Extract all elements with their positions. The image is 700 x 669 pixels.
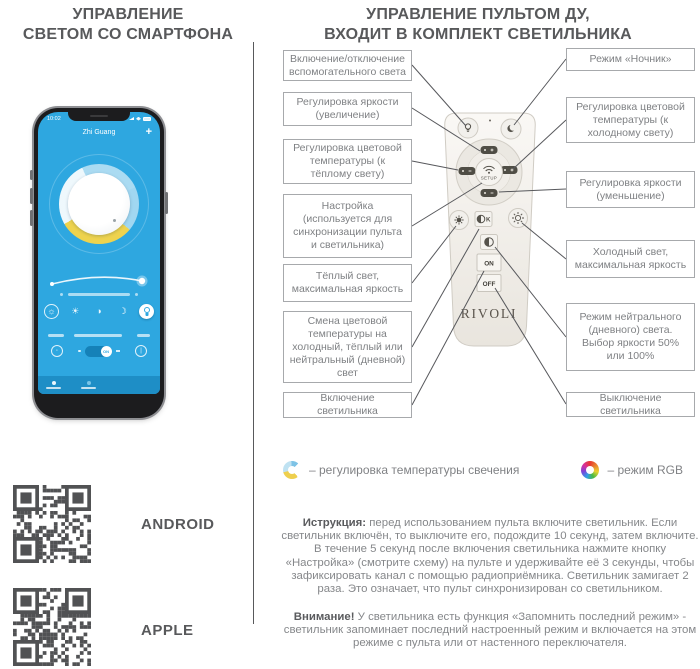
signal-icon	[129, 117, 134, 120]
control-labels-row	[38, 334, 160, 338]
sun-mode-icon: ☀	[71, 305, 80, 316]
battery-icon	[143, 117, 151, 121]
warning-paragraph	[280, 611, 700, 651]
callout-cool-temp: Регулировка цветовой температуры (к холодному свету)	[566, 97, 695, 143]
on-off-toggle	[85, 346, 112, 357]
nav-item	[46, 381, 61, 389]
qr-code-android	[13, 485, 91, 563]
cool-temp-button	[501, 166, 518, 174]
half-brightness-icon: ◑	[96, 306, 102, 316]
mic-icon: |	[135, 345, 147, 357]
aux-light-button	[458, 118, 478, 138]
svg-text:K: K	[486, 216, 491, 224]
column-divider	[253, 42, 254, 624]
instruction-paragraph	[280, 517, 700, 596]
remote-off-button	[477, 275, 501, 292]
night-mode-button	[501, 119, 521, 139]
remote-on-button	[477, 254, 501, 271]
dial-caption-text	[68, 293, 130, 296]
cct-change-button	[475, 212, 492, 227]
callout-cool-max: Холодный свет, максимальная яркость	[566, 240, 695, 278]
cool-max-button	[509, 209, 528, 228]
android-label: ANDROID	[141, 516, 215, 533]
remote-control	[433, 105, 547, 355]
callout-brightness-down: Регулировка яркости (уменьшение)	[566, 171, 695, 208]
callout-turn-off: Выключение светильника	[566, 392, 695, 417]
apple-label: APPLE	[141, 622, 194, 639]
app-header	[38, 126, 160, 140]
callout-night-mode: Режим «Ночник»	[566, 48, 695, 71]
off-label: OFF	[482, 281, 496, 288]
remote-section-heading	[258, 5, 698, 45]
app-title: Zhi Guang	[82, 129, 116, 136]
scene-mode-icon: ☼	[44, 304, 59, 319]
phone-status-time: 10:02	[47, 115, 61, 122]
callout-aux-light: Включение/отключение вспомогательного света	[283, 50, 412, 81]
heading-line: УПРАВЛЕНИЕ ПУЛЬТОМ ДУ,	[366, 6, 590, 23]
legend-temp-label: – регулировка температуры свечения	[309, 463, 520, 477]
qr-code-apple	[13, 588, 91, 666]
remote-link-icon: ◦	[51, 345, 63, 357]
legend-temp	[283, 461, 519, 479]
bulb-mode-icon	[139, 304, 154, 319]
rgb-ring-icon	[581, 461, 599, 479]
phone-status-icons	[129, 117, 151, 121]
warm-max-button	[450, 211, 469, 230]
setup-label: SETUP	[480, 175, 498, 181]
color-temperature-dial	[38, 146, 160, 262]
night-mode-icon: ☽	[118, 305, 127, 316]
instruction-title: Иструкция:	[302, 517, 367, 529]
brightness-arc-slider	[38, 264, 160, 290]
heading-line: УПРАВЛЕНИЕ	[72, 6, 184, 23]
power-toggle-row	[38, 343, 160, 359]
instruction-body: перед использованием пульта включите светильник. Если светильник включён, то выключите его, подождите 10 секунд, затем включите. В течение 5 секунд после включения светильника нажмите кнопку «Настройка» (смотрите схему) на пульте и удерживайте её 3 секунды, чтобы зафиксировать канал с помощью радиоприёмника. Светильник замигает 2 раза. Это означает, что пульт синхронизирован со светильником.	[281, 517, 699, 596]
dial-knob	[68, 173, 130, 235]
callout-warm-max: Тёплый свет, максимальная яркость	[283, 264, 412, 302]
brand-logo: RIVOLI	[460, 306, 518, 321]
callout-turn-on: Включение светильника	[283, 392, 412, 418]
wifi-icon	[136, 117, 141, 121]
on-label: ON	[484, 260, 494, 268]
heading-line: ВХОДИТ В КОМПЛЕКТ СВЕТИЛЬНИКА	[324, 26, 632, 43]
brightness-up-button	[481, 146, 498, 154]
add-device-button: +	[145, 126, 152, 138]
warning-title: Внимание!	[293, 611, 355, 623]
toggle-knob: ON	[101, 346, 112, 357]
nav-item	[81, 381, 96, 389]
callout-setup: Настройка (используется для синхронизации пульта и светильника)	[283, 194, 412, 258]
smartphone-mockup	[34, 108, 164, 418]
legend-row	[283, 459, 683, 481]
phone-bottom-nav	[38, 376, 160, 394]
warm-temp-button	[459, 167, 476, 175]
temp-ring-icon	[283, 461, 301, 479]
brightness-down-button	[481, 189, 498, 197]
setup-button	[476, 159, 503, 186]
smartphone-section-heading	[2, 5, 254, 45]
legend-rgb-label: – режим RGB	[607, 463, 683, 477]
callout-cct-change: Смена цветовой температуры на холодный, тёплый или нейтральный (дневной) свет	[283, 311, 412, 383]
light-mode-buttons	[44, 302, 154, 320]
neutral-mode-button	[481, 235, 498, 250]
remote-led-dot	[489, 120, 491, 122]
phone-statusbar	[38, 114, 160, 123]
warning-body: У светильника есть функция «Запомнить последний режим» - светильник запоминает последний настроенный режим и включается на этом режиме с пульта или от настенного переключателя.	[283, 611, 697, 650]
callout-neutral-mode: Режим нейтрального (дневного) света. Выбор яркости 50% или 100%	[566, 303, 695, 371]
callout-warm-temp: Регулировка цветовой температуры (к тёплому свету)	[283, 139, 412, 184]
legend-rgb	[581, 461, 683, 479]
phone-screen	[38, 112, 160, 394]
callout-brightness-up: Регулировка яркости (увеличение)	[283, 92, 412, 126]
heading-line: СВЕТОМ СО СМАРТФОНА	[22, 26, 234, 43]
